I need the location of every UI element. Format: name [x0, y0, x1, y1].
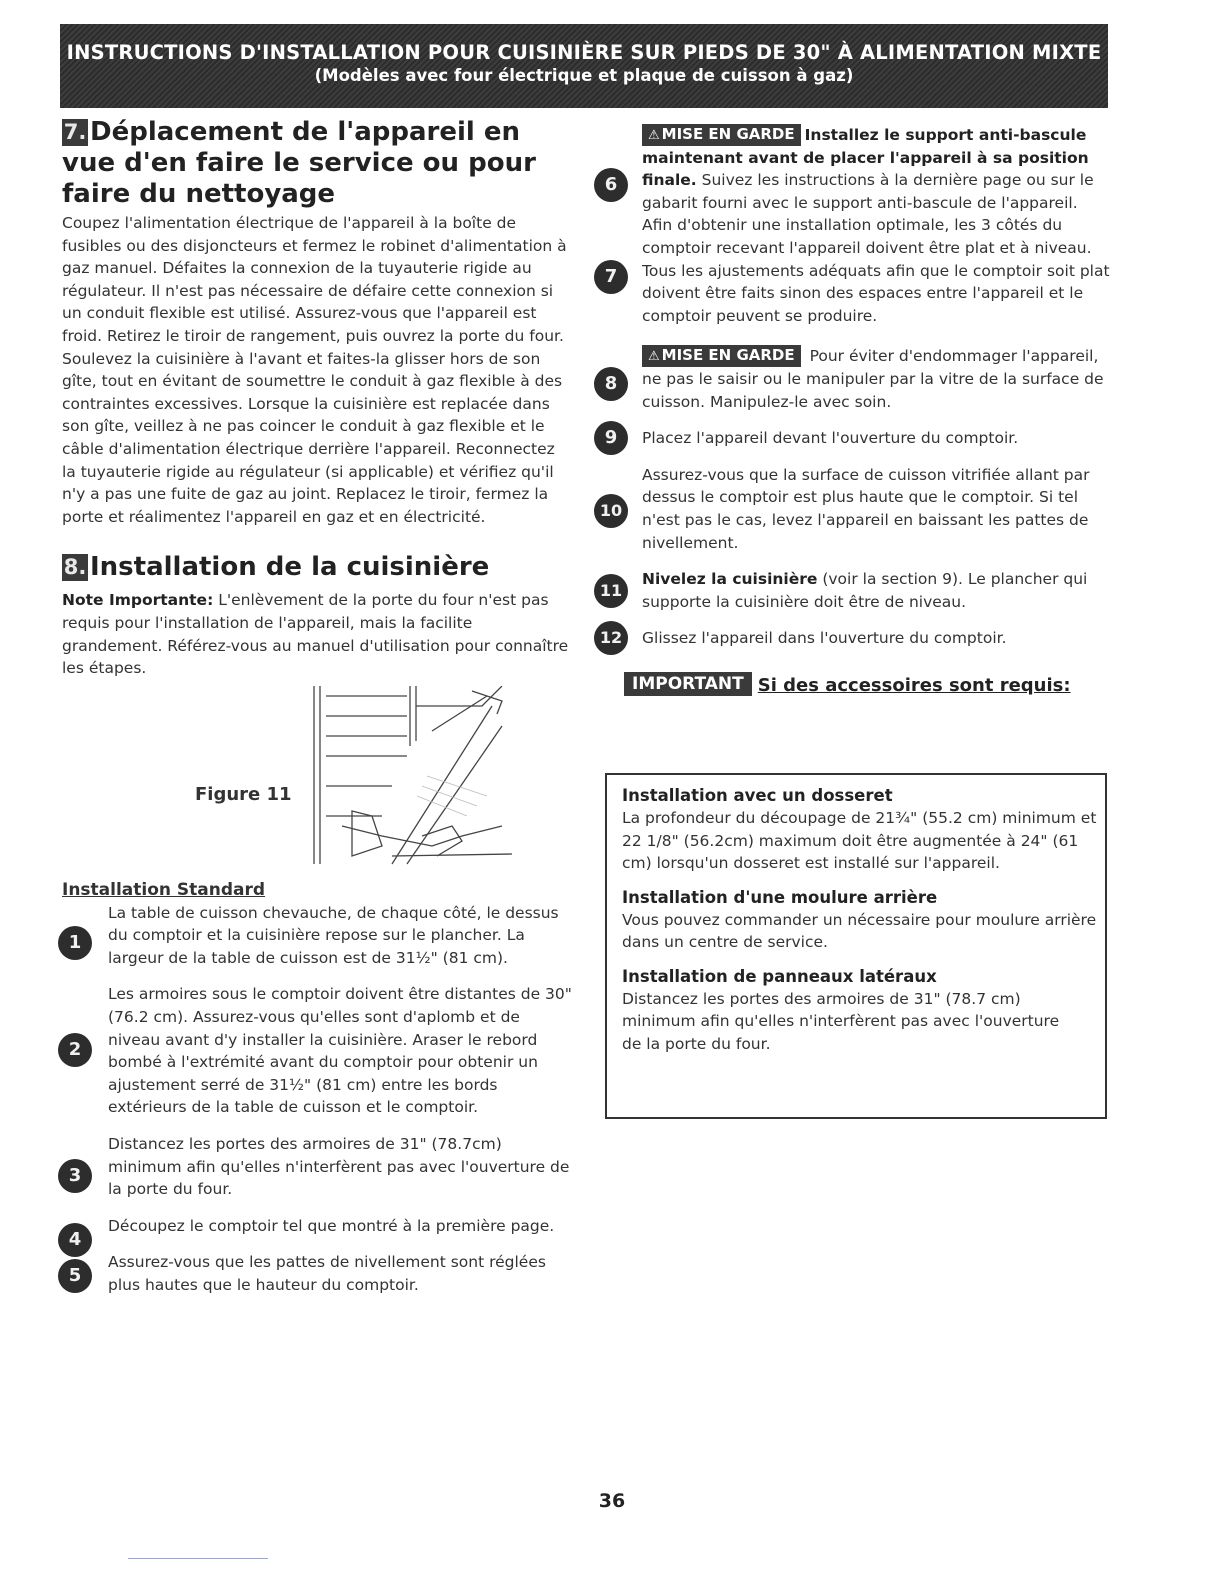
warning-label: MISE EN GARDE: [661, 125, 795, 143]
step-9: [594, 427, 1114, 450]
header-subtitle: (Modèles avec four électrique et plaque de cuisson à gaz): [314, 66, 854, 85]
step-2-badge: 2: [58, 1033, 92, 1067]
oven-door-illustration: [312, 686, 512, 866]
section-7-heading: [62, 117, 572, 210]
page-number: 36: [598, 1490, 626, 1512]
important-tag: IMPORTANT: [624, 672, 752, 696]
step-7-text: Afin d'obtenir une installation optimale, les 3 côtés du comptoir recevant l'appareil doivent être plat et à niveau. Tous les ajustements adéquats afin que le comptoir soit plat doivent être faits sinon des espaces entre l'appareil et le comptoir peuvent se produire.: [642, 216, 1110, 325]
step-11-bold: Nivelez la cuisinière: [642, 570, 818, 589]
step-3: [62, 1133, 572, 1201]
important-heading: [624, 672, 1114, 696]
step-8-text: Pour éviter d'endommager l'appareil, ne pas le saisir ou le manipuler par la vitre de la surface de cuisson. Manipulez-le avec soin.: [642, 347, 1104, 411]
step-6-bold: Installez le support anti-bascule maintenant avant de placer l'appareil à sa position finale.: [642, 126, 1089, 190]
box-item-3-text: Distancez les portes des armoires de 31" (78.7 cm) minimum afin qu'elles n'interfèrent pas avec l'ouverture de la porte du four.: [622, 989, 1060, 1053]
box-item-1-title: Installation avec un dosseret: [622, 786, 893, 805]
section-8-note: [62, 589, 572, 679]
warning-triangle-icon: ⚠: [648, 349, 660, 365]
step-11: [594, 568, 1114, 613]
accessories-box: [605, 773, 1107, 1119]
warning-tag-2: [642, 345, 801, 367]
step-5-badge: 5: [58, 1259, 92, 1293]
important-title: Si des accessoires sont requis:: [757, 674, 1071, 696]
left-column: [62, 117, 572, 1297]
step-1-badge: 1: [58, 926, 92, 960]
header-title: INSTRUCTIONS D'INSTALLATION POUR CUISINIÈRE SUR PIEDS DE 30" À ALIMENTATION MIXTE: [66, 41, 1102, 64]
step-3-badge: 3: [58, 1159, 92, 1193]
step-11-badge: 11: [594, 574, 628, 608]
note-text: L'enlèvement de la porte du four n'est pas requis pour l'installation de l'appareil, mais la facilite grandement. Référez-vous au manuel d'utilisation pour connaître les étapes.: [62, 591, 569, 678]
step-4-text: Découpez le comptoir tel que montré à la première page.: [108, 1216, 555, 1235]
step-12-badge: 12: [594, 621, 628, 655]
step-10: [594, 464, 1114, 554]
step-7: [594, 214, 1114, 327]
box-item-1-text: La profondeur du découpage de 21¾" (55.2 cm) minimum et 22 1/8" (56.2cm) maximum doit être augmentée à 24" (61 cm) lorsqu'un dosseret est installé sur l'appareil.: [622, 809, 1097, 872]
section-7-number: 7.: [63, 120, 87, 144]
box-item-3-title: Installation de panneaux latéraux: [622, 966, 937, 986]
step-10-text: Assurez-vous que la surface de cuisson vitrifiée allant par dessus le comptoir est plus haute que le comptoir. Si tel n'est pas le cas, levez l'appareil en baissant les pattes de nivellement.: [642, 465, 1090, 552]
step-10-badge: 10: [594, 494, 628, 528]
section-7-title: Déplacement de l'appareil en vue d'en faire le service ou pour faire du nettoyage: [62, 117, 536, 209]
section-8-heading: [62, 552, 572, 583]
step-6-text: Suivez les instructions à la dernière page ou sur le gabarit fourni avec le support anti-bascule de l'appareil.: [642, 171, 1094, 212]
section-8-number: 8.: [63, 555, 87, 580]
step-5-text: Assurez-vous que les pattes de nivellement sont réglées plus hautes que le hauteur du comptoir.: [108, 1253, 546, 1294]
right-column: [594, 124, 1114, 696]
step-6: [594, 124, 1114, 214]
step-2: [62, 983, 572, 1119]
note-label: Note Importante:: [62, 591, 214, 610]
step-2-text: Les armoires sous le comptoir doivent être distantes de 30" (76.2 cm). Assurez-vous qu'elles sont d'aplomb et de niveau avant d'y installer la cuisinière. Araser le rebord bombé à l'extrémité avant du comptoir pour obtenir un ajustement serré de 31½" (81 cm) entre les bords extérieurs de la table de cuisson et le comptoir.: [108, 985, 572, 1117]
step-7-badge: 7: [594, 260, 628, 294]
step-12: [594, 627, 1114, 650]
step-1: [62, 902, 572, 970]
warning-triangle-icon: ⚠: [648, 128, 660, 143]
step-12-text: Glissez l'appareil dans l'ouverture du comptoir.: [642, 629, 1007, 648]
header-banner: [60, 24, 1108, 108]
step-3-text: Distancez les portes des armoires de 31" (78.7cm) minimum afin qu'elles n'interfèrent pas avec l'ouverture de la porte du four.: [108, 1135, 570, 1199]
step-9-text: Placez l'appareil devant l'ouverture du comptoir.: [642, 429, 1019, 448]
step-8-badge: 8: [594, 367, 628, 401]
box-item-2-text: Vous pouvez commander un nécessaire pour moulure arrière dans un centre de service.: [622, 910, 1097, 951]
figure-11: [62, 684, 572, 874]
section-8-title: Installation de la cuisinière: [90, 552, 490, 583]
warning-label: MISE EN GARDE: [661, 346, 795, 365]
step-8: [594, 345, 1114, 413]
step-1-text: La table de cuisson chevauche, de chaque côté, le dessus du comptoir et la cuisinière repose sur le plancher. La largeur de la table de cuisson est de 31½" (81 cm).: [108, 903, 559, 967]
step-5: [62, 1251, 572, 1296]
step-4: [62, 1215, 572, 1250]
installation-standard-heading: Installation Standard: [62, 879, 266, 900]
step-9-badge: 9: [594, 421, 628, 455]
warning-tag-1: [642, 124, 801, 146]
step-11-text: (voir la section 9). Le plancher qui supporte la cuisinière doit être de niveau.: [642, 570, 1088, 611]
section-7-body: Coupez l'alimentation électrique de l'appareil à la boîte de fusibles ou des disjoncteurs et fermez le robinet d'alimentation à gaz manuel. Défaites la connexion de la tuyauterie rigide au régulateur. Il n'est pas nécessaire de défaire cette connexion si un conduit flexible est utilisé. Assurez-vous que l'appareil est froid. Retirez le tiroir de rangement, puis ouvrez la porte du four. Soulevez la cuisinière à l'avant et faites-la glisser hors de son gîte, tout en évitant de soumettre le conduit à gaz flexible à des contraintes excessives. Lorsque la cuisinière est replacée dans son gîte, veillez à ne pas coincer le conduit à gaz flexible et le câble d'alimentation électrique derrière l'appareil. Reconnectez la tuyauterie rigide au régulateur (si applicable) et vérifiez qu'il n'y a pas une fuite de gaz au joint. Replacez le tiroir, fermez la porte et réalimentez l'appareil en gaz et en électricité.: [62, 214, 567, 526]
step-4-badge: 4: [58, 1223, 92, 1257]
box-item-2-title: Installation d'une moulure arrière: [622, 887, 938, 907]
footer-divider: [128, 1558, 268, 1559]
step-6-badge: 6: [594, 168, 628, 202]
figure-caption: Figure 11: [195, 783, 292, 805]
